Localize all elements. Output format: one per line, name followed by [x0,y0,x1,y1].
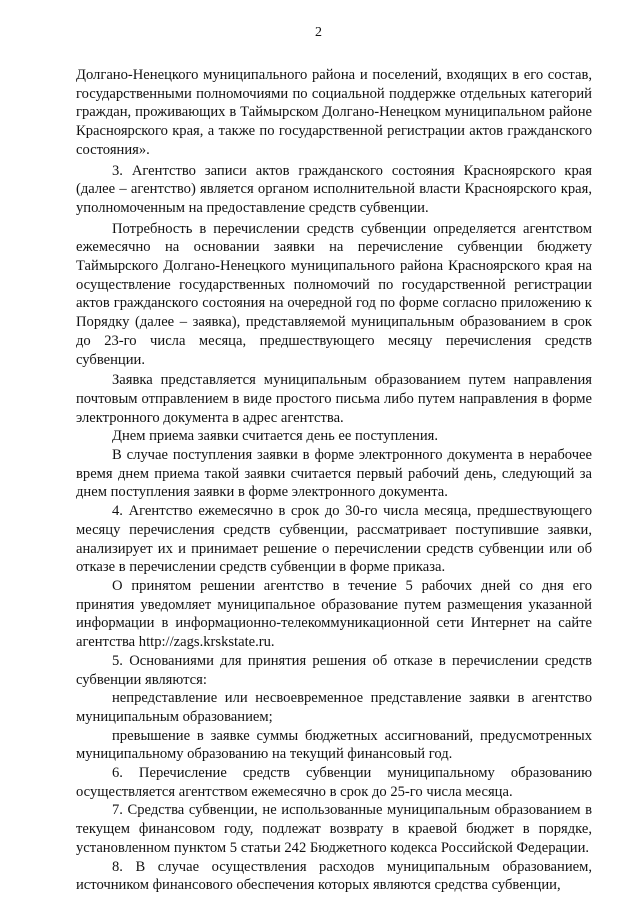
paragraph-continuation: Долгано-Ненецкого муниципального района и поселений, входящих в его состав, государственными полномочиями по социальной поддержке отдельных категорий граждан, проживающих в Таймырском Долгано-Ненецком муниципальном районе Красноярского края, а также по государственной регистрации актов гражданского состояния». [76,67,592,158]
paragraph-item-5: 5. Основаниями для принятия решения об отказе в перечислении средств субвенции являются: [76,652,592,688]
paragraph-application-submission: Заявка представляется муниципальным образованием путем направления почтовым отправлением в виде простого письма либо путем направления в форме электронного документа в адрес агентства. [76,372,592,426]
paragraph-application-date: Днем приема заявки считается день ее поступления. [112,428,439,445]
paragraph-item-3: 3. Агентство записи актов гражданского состояния Красноярского края (далее – агентство) является органом исполнительной власти Красноярского края, уполномоченным на предоставление средств субвенции. [76,162,592,216]
paragraph-need-for-transfer: Потребность в перечислении средств субвенции определяется агентством ежемесячно на основании заявки на перечисление субвенции бюджету Таймырского Долгано-Ненецкого муниципального района Красноярского края на осуществление государственных полномочий по государственной регистрации актов гражданского состояния на очередной год по форме согласно приложению к Порядку (далее – заявка), представляемой муниципальным образованием в срок до 23-го числа месяца, предшествующего месяцу перечисления средств субвенции. [76,220,592,368]
paragraph-item-4: 4. Агентство ежемесячно в срок до 30-го числа месяца, предшествующего месяцу перечисления средств субвенции, рассматривает поступившие заявки, анализирует их и принимает решение о перечислении средств субвенции или об отказе в перечислении средств субвенции в форме приказа. [76,503,592,576]
paragraph-electronic-nonworking: В случае поступления заявки в форме электронного документа в нерабочее время днем приема такой заявки считается первый рабочий день, следующий за днем поступления заявки в форме электронного документа. [76,447,592,501]
document-body [76,66,592,895]
paragraph-item-6: 6. Перечисление средств субвенции муниципальному образованию осуществляется агентством ежемесячно в срок до 25-го числа месяца. [76,765,592,800]
paragraph-decision-notice: О принятом решении агентство в течение 5 рабочих дней со дня его принятия уведомляет муниципальное образование путем размещения указанной информации в информационно-телекоммуникационной сети Интернет на сайте агентства http://zags.krskstate.ru. [76,577,592,651]
page-number: 2 [315,25,322,40]
paragraph-item-8: 8. В случае осуществления расходов муниципальным образованием, источником финансового обеспечения которых являются средства субвенции, [76,858,592,894]
paragraph-refusal-reason-2: превышение в заявке суммы бюджетных ассигнований, предусмотренных муниципальному образованию на текущий финансовый год. [76,727,592,763]
paragraph-refusal-reason-1: непредставление или несвоевременное представление заявки в агентство муниципальным образованием; [76,690,592,725]
paragraph-item-7: 7. Средства субвенции, не использованные муниципальным образованием в текущем финансовом году, подлежат возврату в краевой бюджет в порядке, установленном пунктом 5 статьи 242 Бюджетного кодекса Российской Федерации. [76,802,592,856]
